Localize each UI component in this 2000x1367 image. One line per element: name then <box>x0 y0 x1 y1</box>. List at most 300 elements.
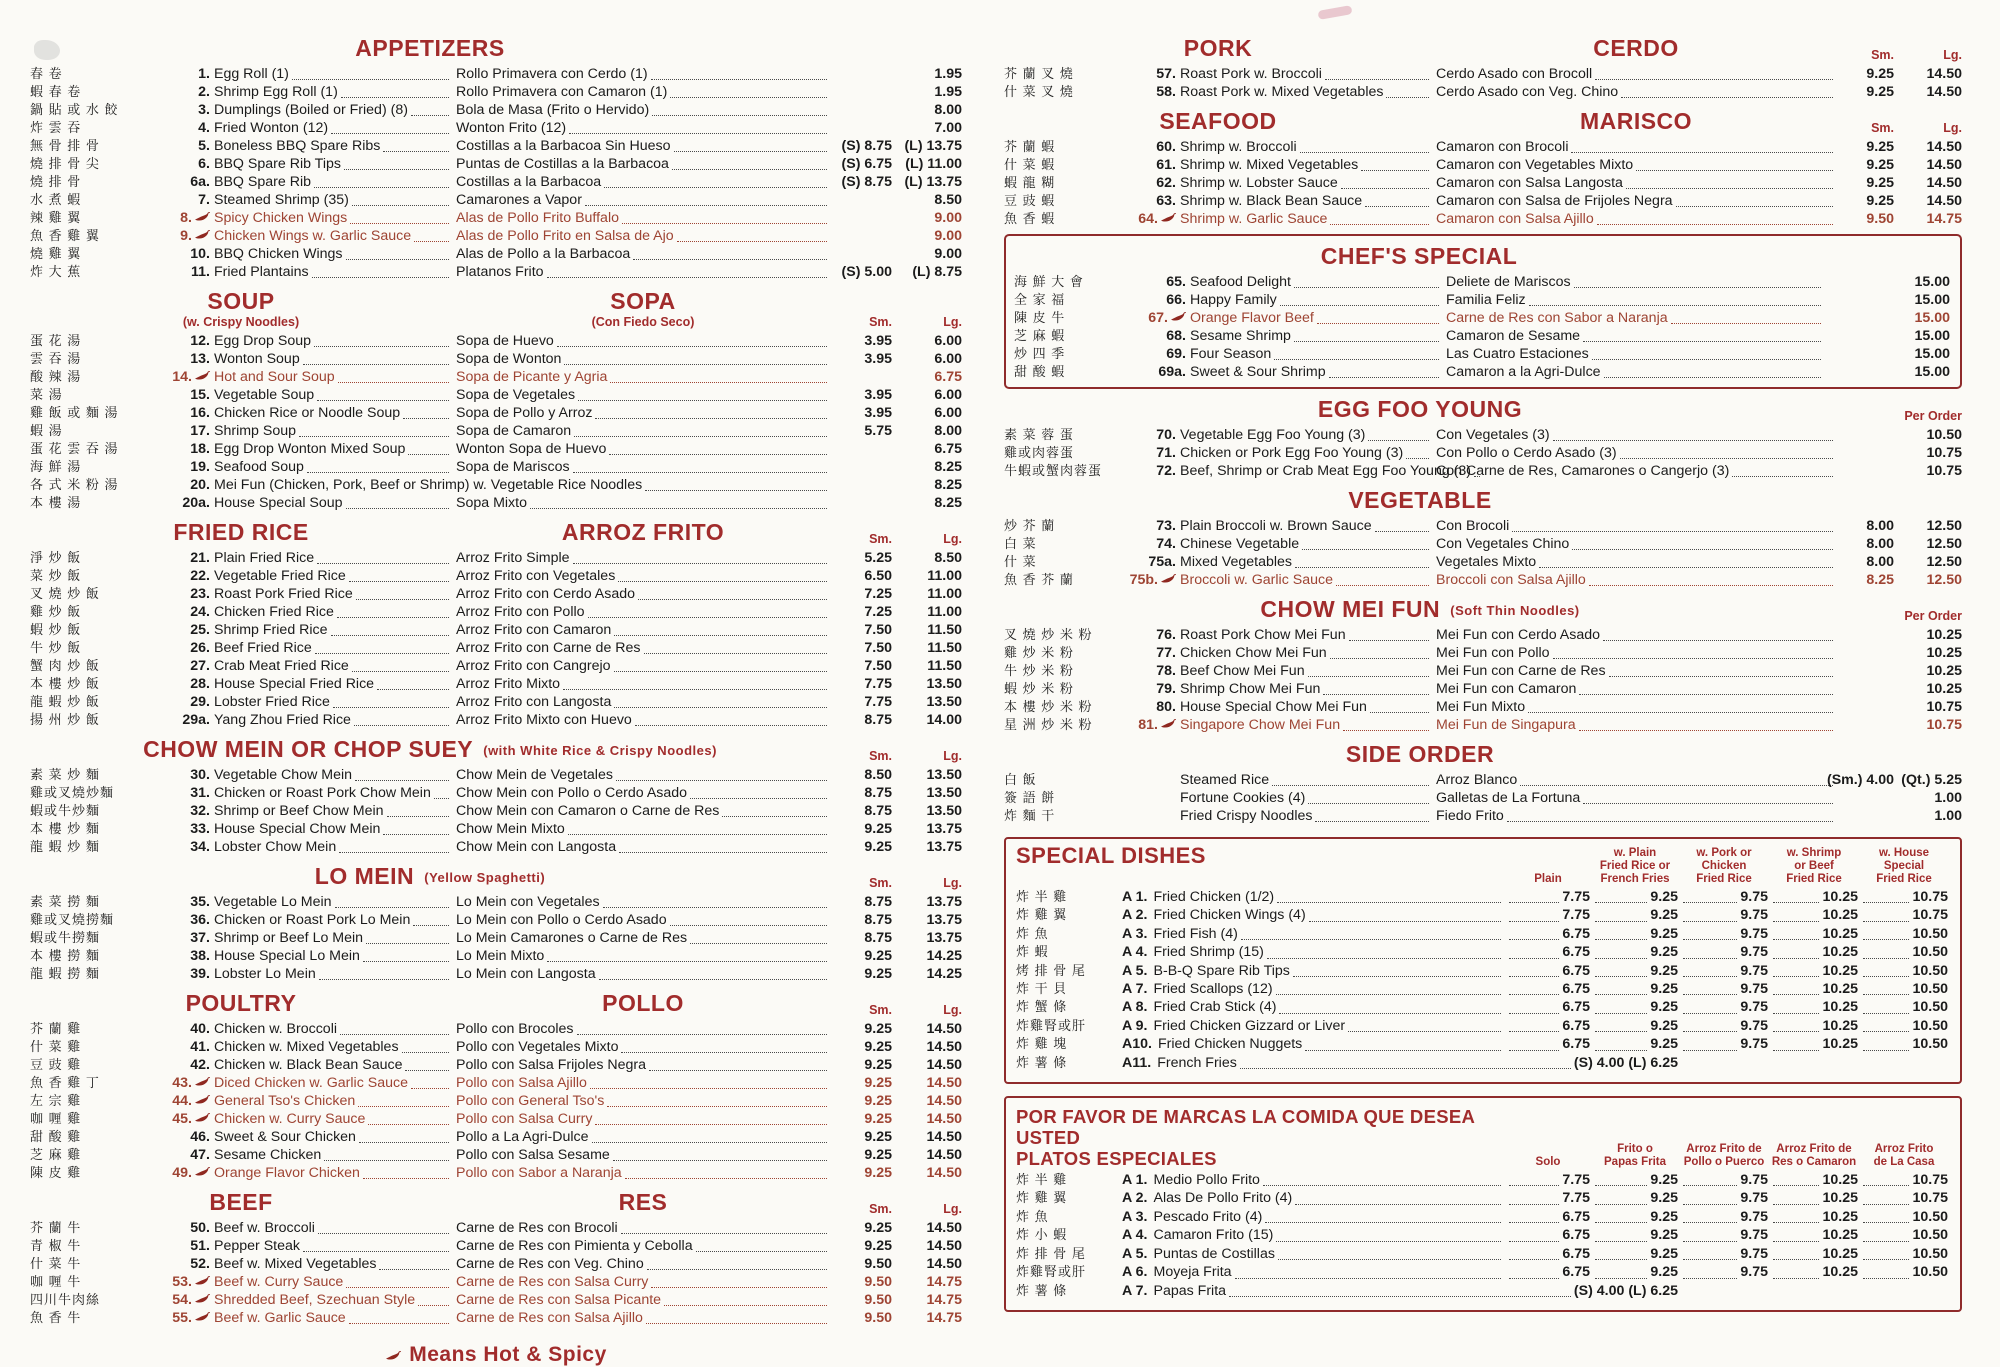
item-name-en <box>214 929 452 947</box>
item-number <box>160 1291 210 1309</box>
dotted-leader <box>333 707 449 708</box>
dotted-leader <box>307 472 449 473</box>
item-number-text: 5. <box>198 138 210 154</box>
item-name-es <box>1436 553 1836 571</box>
item-number <box>160 1074 210 1092</box>
item-name-es <box>1436 192 1836 210</box>
item-number-text: 46. <box>190 1129 210 1145</box>
dotted-leader <box>354 725 449 726</box>
item-name-es <box>1436 626 1836 644</box>
item-number-text: 24. <box>190 604 210 620</box>
item-number-text: 2. <box>198 84 210 100</box>
header-line: Fried Rice <box>1696 873 1752 885</box>
menu-item-row <box>30 1146 962 1164</box>
item-name-es-text: Chow Mein con Langosta <box>456 839 617 855</box>
section-heading-appetizers <box>30 35 962 62</box>
dotted-leader <box>1683 939 1737 940</box>
item-price-small: 9.25 <box>1866 139 1894 155</box>
item-name-en-text: Lobster Lo Mein <box>214 966 316 982</box>
item-number <box>1126 210 1176 228</box>
item-chinese-name: 素 菜 蓉 蛋 <box>1004 427 1074 442</box>
dotted-leader <box>1267 958 1501 959</box>
dotted-leader <box>1315 821 1429 822</box>
dotted-leader <box>1595 1222 1647 1223</box>
menu-item-row <box>30 947 962 965</box>
item-number-text: 23. <box>190 586 210 602</box>
section-subtitle: (Soft Thin Noodles) <box>1446 603 1580 618</box>
item-price-large: (Qt.) 5.25 <box>1901 772 1962 788</box>
item-price-large: 14.75 <box>926 1274 962 1290</box>
item-price <box>1592 1017 1678 1035</box>
item-name-en <box>214 603 452 621</box>
item-chinese-name: 烤 排 骨 尾 <box>1016 962 1086 978</box>
dotted-leader <box>1683 921 1737 922</box>
item-name-en <box>214 101 452 119</box>
section-heading-en: FRIED RICE <box>173 519 309 545</box>
price-value: 6.75 <box>1562 1264 1590 1281</box>
item-price-large: 13.50 <box>926 767 962 783</box>
item-number: A 4. <box>1122 944 1148 961</box>
dotted-leader <box>722 816 827 817</box>
dotted-leader <box>1592 359 1821 360</box>
special-table-row <box>1016 1208 1948 1226</box>
price-value: 10.75 <box>1912 1172 1948 1189</box>
item-name-en-text: Beef w. Curry Sauce <box>214 1274 344 1290</box>
item-name-text: B-B-Q Spare Rib Tips <box>1153 962 1290 979</box>
item-price-large: 14.00 <box>926 712 962 728</box>
item-number-text: 29a. <box>182 712 210 728</box>
item-name-es <box>456 1146 830 1164</box>
item-name-es <box>1436 83 1836 101</box>
dotted-leader <box>1595 1013 1647 1014</box>
dotted-leader <box>338 382 449 383</box>
item-name-text: Medio Pollo Frito <box>1153 1172 1260 1189</box>
item-name-en-text: Broccoli w. Garlic Sauce <box>1180 572 1333 588</box>
price-column-label: Per Order <box>1904 609 1962 623</box>
item-name-en <box>1180 156 1432 174</box>
item-name-en <box>214 137 452 155</box>
item-name-en <box>1180 444 1432 462</box>
menu-item-row <box>30 1038 962 1056</box>
menu-item-row <box>30 1074 962 1092</box>
item-name-en <box>1180 662 1432 680</box>
menu-item-row <box>30 494 962 512</box>
item-price-large: 14.50 <box>926 1129 962 1145</box>
item-price-large: 11.50 <box>927 622 962 638</box>
item-name-es <box>456 657 830 675</box>
price-value: 10.25 <box>1822 1190 1858 1207</box>
item-price <box>1770 1263 1858 1281</box>
special-table-row <box>1016 1171 1948 1189</box>
item-chinese-name: 龍 蝦 炒 麵 <box>30 839 100 854</box>
item-price-large: 11.00 <box>927 604 962 620</box>
dotted-leader <box>1583 803 1833 804</box>
item-name-en <box>214 1291 452 1309</box>
dotted-leader <box>1621 97 1833 98</box>
item-name-en <box>214 458 452 476</box>
menu-item-row <box>1004 156 1962 174</box>
menu-item-row <box>30 209 962 227</box>
dotted-leader <box>670 925 827 926</box>
dotted-leader <box>664 1305 827 1306</box>
price-value: 10.50 <box>1912 925 1948 942</box>
item-number <box>160 1128 210 1146</box>
price-value: 9.75 <box>1740 1172 1768 1189</box>
item-name-en <box>214 191 452 209</box>
item-name <box>1122 1282 1678 1300</box>
special-table-row <box>1016 1189 1948 1207</box>
item-price-small: 9.25 <box>864 1039 892 1055</box>
dotted-leader <box>1235 1278 1501 1279</box>
item-name-es <box>456 1309 830 1327</box>
price-value: 9.75 <box>1740 1017 1768 1034</box>
item-number-text: 69a. <box>1158 364 1186 380</box>
menu-item-row <box>30 476 962 494</box>
item-number <box>160 1237 210 1255</box>
item-name-es <box>456 65 830 83</box>
section-heading-chow-mei-fun <box>1004 596 1962 623</box>
item-name-en <box>1180 716 1432 734</box>
dotted-leader <box>557 346 827 347</box>
item-name-es <box>456 137 830 155</box>
item-price-small: 5.25 <box>864 550 892 566</box>
item-name-es-text: Las Cuatro Estaciones <box>1446 346 1589 362</box>
item-chinese-name: 炸 魚 <box>1016 1208 1049 1224</box>
menu-item-row <box>1004 426 1962 444</box>
dotted-leader <box>1509 1050 1559 1051</box>
menu-item-row <box>30 929 962 947</box>
item-number-text: 37. <box>190 930 210 946</box>
item-price-small: 7.25 <box>864 586 892 602</box>
item-price <box>1680 888 1768 906</box>
section-subtitle-es: (Con Fiedo Seco) <box>591 315 695 329</box>
item-name-es <box>456 639 830 657</box>
header-line: Arroz Frito de <box>1776 1143 1852 1156</box>
dotted-leader <box>1507 821 1833 822</box>
dotted-leader <box>1595 902 1647 903</box>
item-chinese-name: 揚 州 炒 飯 <box>30 712 100 727</box>
item-name-en-text: Shrimp Egg Roll (1) <box>214 84 338 100</box>
item-name <box>1122 1245 1504 1263</box>
section-heading-chefs-special <box>1014 243 1950 270</box>
item-number <box>160 1056 210 1074</box>
item-chinese-name: 叉 燒 炒 飯 <box>30 586 100 601</box>
item-name-en <box>214 155 452 173</box>
dotted-leader <box>1863 1204 1909 1205</box>
dotted-leader <box>1595 976 1647 977</box>
item-name-es-text: Carne de Res con Pimienta y Cebolla <box>456 1238 693 1254</box>
item-name-en-text: Plain Fried Rice <box>214 550 315 566</box>
item-number-text: 53. <box>172 1274 192 1290</box>
item-price-large: 11.00 <box>927 568 962 584</box>
item-price <box>1860 1035 1948 1053</box>
dotted-leader <box>1509 902 1559 903</box>
dotted-leader <box>1509 958 1559 959</box>
dotted-leader <box>303 364 449 365</box>
item-name-es-text: Camaron a la Agri-Dulce <box>1446 364 1601 380</box>
item-name-en-text: Dumplings (Boiled or Fried) (8) <box>214 102 408 118</box>
item-name-es-text: Wonton Sopa de Huevo <box>456 441 607 457</box>
item-price-small: (S) 8.75 <box>841 174 892 190</box>
item-name-en-text: Sesame Shrimp <box>1190 328 1291 344</box>
item-chinese-name: 蝦 龍 糊 <box>1004 175 1056 190</box>
price-value: 9.75 <box>1740 1245 1768 1262</box>
item-price <box>1506 998 1590 1016</box>
section-subtitle: (with White Rice & Crispy Noodles) <box>479 743 717 758</box>
dotted-leader <box>1343 730 1429 731</box>
item-number <box>160 693 210 711</box>
item-price <box>1506 980 1590 998</box>
item-name-es-text: Lo Mein Camarones o Carne de Res <box>456 930 688 946</box>
dotted-leader <box>1323 694 1429 695</box>
item-chinese-name: 無 骨 排 骨 <box>30 138 100 153</box>
dotted-leader <box>1773 1185 1819 1186</box>
item-name-en <box>214 947 452 965</box>
item-number <box>160 440 210 458</box>
menu-item-row <box>1004 192 1962 210</box>
dotted-leader <box>1597 224 1833 225</box>
item-price-large: 13.75 <box>926 821 962 837</box>
price-value: 7.75 <box>1562 907 1590 924</box>
dotted-leader <box>1280 305 1439 306</box>
dotted-leader <box>635 725 827 726</box>
item-name-en-text: Fried Wonton (12) <box>214 120 329 136</box>
item-name-en <box>214 422 452 440</box>
price-value: 10.25 <box>1822 1227 1858 1244</box>
item-chinese-name: 春 卷 <box>30 66 63 81</box>
item-name-en-text: Chicken Wings w. Garlic Sauce <box>214 228 412 244</box>
dotted-leader <box>677 241 827 242</box>
title-line-1: POR FAVOR DE MARCAS LA COMIDA QUE DESEA USTED <box>1016 1106 1475 1149</box>
menu-item-row <box>1004 771 1962 789</box>
item-name-es-text: Sopa de Mariscos <box>456 459 570 475</box>
dotted-leader <box>414 241 449 242</box>
menu-item-row <box>30 155 962 173</box>
dotted-leader <box>1683 1278 1737 1279</box>
dotted-leader <box>418 1305 449 1306</box>
item-number-text: 28. <box>190 676 210 692</box>
menu-item-row <box>1004 210 1962 228</box>
dotted-leader <box>402 1052 449 1053</box>
item-price-small: 7.75 <box>864 676 892 692</box>
item-price-small: 8.75 <box>864 894 892 910</box>
dotted-leader <box>314 346 449 347</box>
item-name-en-text: Pepper Steak <box>214 1238 300 1254</box>
item-number-text: 41. <box>190 1039 210 1055</box>
item-number <box>1136 363 1186 381</box>
item-name <box>1122 1189 1504 1207</box>
item-price-large: 6.75 <box>934 369 962 385</box>
item-number-text: 17. <box>190 423 210 439</box>
item-name-en <box>1180 535 1432 553</box>
item-name-es <box>456 119 830 137</box>
item-price-large: 15.00 <box>1914 274 1950 290</box>
item-price-large: 1.95 <box>934 66 962 82</box>
special-table-title <box>1016 1106 1504 1169</box>
price-value: 6.75 <box>1562 925 1590 942</box>
item-number-text: 75a. <box>1148 554 1176 570</box>
item-name-es-text: Fiedo Frito <box>1436 808 1504 824</box>
item-chinese-name: 素 菜 炒 麵 <box>30 767 100 782</box>
item-name-en-text: Seafood Soup <box>214 459 304 475</box>
dotted-leader <box>1294 287 1439 288</box>
item-price-large: 13.75 <box>926 912 962 928</box>
price-value: 10.50 <box>1912 944 1948 961</box>
item-number-text: 31. <box>190 785 210 801</box>
dotted-leader <box>1330 224 1429 225</box>
price-value: 10.50 <box>1912 999 1948 1016</box>
chili-icon <box>194 368 210 386</box>
dotted-leader <box>1773 921 1819 922</box>
item-number-text: 55. <box>172 1310 192 1326</box>
menu-item-row <box>30 332 962 350</box>
item-price-small: 3.95 <box>864 333 892 349</box>
dotted-leader <box>1595 1259 1647 1260</box>
item-name-es <box>1436 807 1836 825</box>
item-chinese-name: 芥 蘭 蝦 <box>1004 139 1056 154</box>
item-name-en <box>214 1020 452 1038</box>
item-name-en <box>214 766 452 784</box>
item-chinese-name: 咖 喱 牛 <box>30 1274 82 1289</box>
item-number <box>160 350 210 368</box>
item-price-large: 8.50 <box>934 192 962 208</box>
item-name-en-text: Sweet & Sour Shrimp <box>1190 364 1326 380</box>
item-number <box>160 1255 210 1273</box>
item-number-text: 19. <box>190 459 210 475</box>
item-name-text: Alas De Pollo Frito (4) <box>1153 1190 1293 1207</box>
item-name-es <box>1436 680 1836 698</box>
item-price <box>1592 1245 1678 1263</box>
section-heading-es: MARISCO <box>1579 108 1693 134</box>
chili-icon <box>1160 571 1176 589</box>
item-number-text: 50. <box>190 1220 210 1236</box>
special-table-row <box>1016 925 1948 943</box>
menu-item-row <box>1004 517 1962 535</box>
item-name-en <box>1190 345 1442 363</box>
special-table-row <box>1016 943 1948 961</box>
item-price-large: 15.00 <box>1914 364 1950 380</box>
item-chinese-name: 炸 半 雞 <box>1016 1172 1068 1188</box>
item-name-en <box>1180 771 1432 789</box>
item-name-en-text: Four Season <box>1190 346 1272 362</box>
dotted-leader <box>387 816 449 817</box>
item-price <box>1770 1226 1858 1244</box>
item-name-es-text: Carne de Res con Salsa Picante <box>456 1292 662 1308</box>
item-name-es-text: Lo Mein con Vegetales <box>456 894 600 910</box>
price-value: 9.75 <box>1740 1036 1768 1053</box>
item-number <box>1126 65 1176 83</box>
item-name-en-text: Lobster Fried Rice <box>214 694 330 710</box>
dotted-leader <box>1308 676 1429 677</box>
item-name-es-text: Alas de Pollo Frito en Salsa de Ajo <box>456 228 674 244</box>
menu-item-row <box>30 639 962 657</box>
dotted-leader <box>1609 676 1833 677</box>
item-name-es <box>456 893 830 911</box>
item-price <box>1860 1263 1948 1281</box>
dotted-leader <box>1317 323 1439 324</box>
special-table-row <box>1016 1226 1948 1244</box>
item-price-large: 10.50 <box>1926 427 1962 443</box>
dotted-leader <box>303 1251 449 1252</box>
dotted-leader <box>1263 1185 1501 1186</box>
item-chinese-name: 芝 麻 雞 <box>30 1147 82 1162</box>
item-name-es <box>456 350 830 368</box>
dotted-leader <box>690 798 827 799</box>
item-price-small: 8.75 <box>864 912 892 928</box>
menu-item-row <box>30 350 962 368</box>
item-price-small: 9.25 <box>864 1129 892 1145</box>
item-number <box>1126 535 1176 553</box>
menu-item-row <box>30 137 962 155</box>
price-column-header <box>1860 847 1948 886</box>
dotted-leader <box>1773 1050 1819 1051</box>
item-price-large: 14.50 <box>926 1238 962 1254</box>
price-value: 10.50 <box>1912 962 1948 979</box>
item-name-text: Moyeja Frita <box>1153 1264 1232 1281</box>
item-price-large: 14.50 <box>1926 193 1962 209</box>
special-table-row <box>1016 906 1948 924</box>
item-price <box>1506 888 1590 906</box>
item-name-es <box>1436 644 1836 662</box>
item-chinese-name: 咖 喱 雞 <box>30 1111 82 1126</box>
item-price <box>1506 1245 1590 1263</box>
item-name-es-text: Rollo Primavera con Cerdo (1) <box>456 66 648 82</box>
price-column-header <box>1770 847 1858 886</box>
chili-icon <box>1170 309 1186 327</box>
item-price-large: 14.50 <box>926 1111 962 1127</box>
item-chinese-name: 蟹 肉 炒 飯 <box>30 658 100 673</box>
item-number <box>160 911 210 929</box>
item-number: A 7. <box>1122 981 1148 998</box>
price-value: 10.25 <box>1822 962 1858 979</box>
menu-item-row <box>30 173 962 191</box>
price-value: 6.75 <box>1562 1227 1590 1244</box>
item-name-en-text: Chicken Fried Rice <box>214 604 334 620</box>
item-price <box>1770 980 1858 998</box>
item-chinese-name: 蝦或牛炒麵 <box>30 803 101 818</box>
chili-icon <box>194 1273 210 1291</box>
section-heading-en: POULTRY <box>185 990 297 1016</box>
item-price-large: 14.50 <box>1926 84 1962 100</box>
item-price-large: 8.50 <box>934 550 962 566</box>
dotted-leader <box>1265 1222 1501 1223</box>
item-number <box>160 929 210 947</box>
dotted-leader <box>1773 1031 1819 1032</box>
item-number-text: 72. <box>1156 463 1176 479</box>
header-line: w. House <box>1878 847 1930 859</box>
item-name-es-text: Costillas a la Barbacoa <box>456 174 602 190</box>
item-price-small: 8.25 <box>1866 572 1894 588</box>
price-column-header <box>1592 847 1678 886</box>
dotted-leader <box>588 617 827 618</box>
item-name-en <box>214 549 452 567</box>
header-line: Fried Rice <box>1786 873 1842 885</box>
item-name-es-text: Arroz Frito con Vegetales <box>456 568 616 584</box>
price-value: 6.75 <box>1562 1245 1590 1262</box>
dotted-leader <box>1509 939 1559 940</box>
menu-item-row <box>30 965 962 983</box>
item-name-en-text: House Special Chow Mei Fun <box>1180 699 1367 715</box>
item-price-large: 8.00 <box>934 423 962 439</box>
menu-item-row <box>1004 553 1962 571</box>
section-heading-en: APPETIZERS <box>355 35 505 61</box>
item-number-text: 47. <box>190 1147 210 1163</box>
dotted-leader <box>1863 1050 1909 1051</box>
menu-item-row <box>30 1020 962 1038</box>
item-name-text: Fried Chicken Nuggets <box>1157 1036 1303 1053</box>
menu-item-row <box>1004 462 1962 480</box>
item-number-text: 18. <box>190 441 210 457</box>
